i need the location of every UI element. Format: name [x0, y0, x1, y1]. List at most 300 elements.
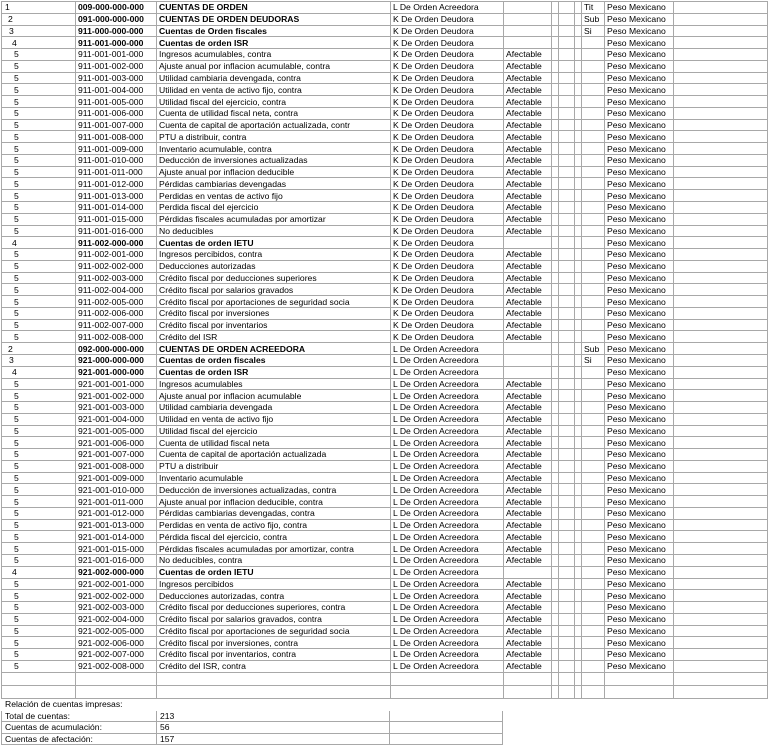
account-type [582, 166, 605, 178]
account-row [2, 25, 768, 37]
account-affectable: Afectable [504, 543, 552, 555]
account-nature: L De Orden Acreedora [391, 354, 504, 366]
account-type [582, 213, 605, 225]
account-type [582, 307, 605, 319]
account-name: No deducibles, contra [157, 554, 391, 566]
account-currency: Peso Mexicano [605, 507, 674, 519]
account-type [582, 366, 605, 378]
account-currency: Peso Mexicano [605, 202, 674, 214]
account-currency: Peso Mexicano [605, 143, 674, 155]
account-level: 5 [2, 602, 76, 614]
account-row [2, 413, 768, 425]
account-name: Deducciones autorizadas, contra [157, 590, 391, 602]
account-type [582, 319, 605, 331]
account-currency: Peso Mexicano [605, 84, 674, 96]
account-affectable [504, 2, 552, 14]
account-code: 911-001-016-000 [76, 225, 157, 237]
account-level: 5 [2, 49, 76, 61]
account-name: Inventario acumulable [157, 472, 391, 484]
account-type [582, 331, 605, 343]
account-row [2, 507, 768, 519]
account-currency: Peso Mexicano [605, 72, 674, 84]
account-nature: L De Orden Acreedora [391, 449, 504, 461]
account-code: 921-001-013-000 [76, 519, 157, 531]
account-name: Crédito fiscal por inversiones, contra [157, 637, 391, 649]
account-affectable: Afectable [504, 402, 552, 414]
account-name: Perdida fiscal del ejercicio [157, 202, 391, 214]
account-level: 5 [2, 437, 76, 449]
account-affectable: Afectable [504, 166, 552, 178]
account-nature: L De Orden Acreedora [391, 566, 504, 578]
account-code: 921-002-002-000 [76, 590, 157, 602]
account-row [2, 154, 768, 166]
account-level: 5 [2, 249, 76, 261]
account-type [582, 107, 605, 119]
account-code: 921-001-014-000 [76, 531, 157, 543]
account-nature: K De Orden Deudora [391, 60, 504, 72]
account-code: 911-000-000-000 [76, 25, 157, 37]
account-level: 5 [2, 166, 76, 178]
account-type [582, 413, 605, 425]
account-currency: Peso Mexicano [605, 166, 674, 178]
account-row [2, 296, 768, 308]
account-nature: L De Orden Acreedora [391, 496, 504, 508]
accounts-table-body [2, 2, 768, 699]
account-currency: Peso Mexicano [605, 484, 674, 496]
account-level: 5 [2, 260, 76, 272]
account-code: 911-001-009-000 [76, 143, 157, 155]
account-currency: Peso Mexicano [605, 590, 674, 602]
account-currency: Peso Mexicano [605, 378, 674, 390]
affectation-accounts-value: 157 [157, 733, 390, 745]
account-level: 5 [2, 413, 76, 425]
account-name: Ingresos percibidos [157, 578, 391, 590]
account-level: 5 [2, 613, 76, 625]
account-type [582, 531, 605, 543]
account-currency: Peso Mexicano [605, 307, 674, 319]
account-row [2, 566, 768, 578]
account-currency: Peso Mexicano [605, 343, 674, 355]
account-affectable: Afectable [504, 307, 552, 319]
account-name: Deducción de inversiones actualizadas, contra [157, 484, 391, 496]
account-nature: L De Orden Acreedora [391, 554, 504, 566]
account-affectable: Afectable [504, 131, 552, 143]
account-currency: Peso Mexicano [605, 225, 674, 237]
account-name: Deducciones autorizadas [157, 260, 391, 272]
account-type [582, 237, 605, 249]
account-code: 911-001-015-000 [76, 213, 157, 225]
account-affectable: Afectable [504, 472, 552, 484]
account-name: Pérdidas fiscales acumuladas por amortizar [157, 213, 391, 225]
account-affectable: Afectable [504, 496, 552, 508]
account-level: 5 [2, 531, 76, 543]
account-name: Crédito fiscal por inversiones [157, 307, 391, 319]
account-nature: K De Orden Deudora [391, 190, 504, 202]
account-nature: L De Orden Acreedora [391, 649, 504, 661]
account-level: 5 [2, 178, 76, 190]
account-code: 921-001-012-000 [76, 507, 157, 519]
account-level: 5 [2, 96, 76, 108]
account-row [2, 37, 768, 49]
account-name: No deducibles [157, 225, 391, 237]
account-level: 5 [2, 225, 76, 237]
account-code: 921-002-006-000 [76, 637, 157, 649]
account-nature: K De Orden Deudora [391, 84, 504, 96]
account-type [582, 660, 605, 672]
account-name: Cuenta de capital de aportación actualizada [157, 449, 391, 461]
account-row [2, 519, 768, 531]
account-type [582, 496, 605, 508]
account-type [582, 390, 605, 402]
account-code: 009-000-000-000 [76, 2, 157, 14]
account-type: Si [582, 25, 605, 37]
account-currency: Peso Mexicano [605, 566, 674, 578]
account-nature: K De Orden Deudora [391, 37, 504, 49]
account-currency: Peso Mexicano [605, 437, 674, 449]
account-row [2, 166, 768, 178]
account-affectable: Afectable [504, 425, 552, 437]
account-name: CUENTAS DE ORDEN [157, 2, 391, 14]
account-code: 921-000-000-000 [76, 354, 157, 366]
account-code: 921-001-016-000 [76, 554, 157, 566]
account-name: Cuentas de orden IETU [157, 566, 391, 578]
account-level: 5 [2, 202, 76, 214]
account-level: 5 [2, 578, 76, 590]
account-type [582, 402, 605, 414]
account-affectable [504, 354, 552, 366]
account-code: 911-001-005-000 [76, 96, 157, 108]
account-level: 5 [2, 484, 76, 496]
account-level: 5 [2, 296, 76, 308]
account-type [582, 37, 605, 49]
account-type [582, 578, 605, 590]
account-nature: K De Orden Deudora [391, 154, 504, 166]
account-name: CUENTAS DE ORDEN DEUDORAS [157, 13, 391, 25]
account-nature: L De Orden Acreedora [391, 578, 504, 590]
account-affectable: Afectable [504, 531, 552, 543]
account-code: 911-002-000-000 [76, 237, 157, 249]
account-currency: Peso Mexicano [605, 13, 674, 25]
account-name: Crédito fiscal por inventarios [157, 319, 391, 331]
account-type [582, 260, 605, 272]
account-name: Ingresos acumulables, contra [157, 49, 391, 61]
account-nature: L De Orden Acreedora [391, 531, 504, 543]
account-type [582, 378, 605, 390]
account-level: 5 [2, 378, 76, 390]
account-row [2, 225, 768, 237]
account-row [2, 578, 768, 590]
account-currency: Peso Mexicano [605, 260, 674, 272]
account-affectable: Afectable [504, 378, 552, 390]
account-row [2, 378, 768, 390]
account-affectable: Afectable [504, 449, 552, 461]
account-name: Crédito del ISR [157, 331, 391, 343]
account-nature: K De Orden Deudora [391, 319, 504, 331]
account-affectable: Afectable [504, 60, 552, 72]
account-row [2, 107, 768, 119]
account-type: Si [582, 354, 605, 366]
account-affectable: Afectable [504, 272, 552, 284]
account-affectable: Afectable [504, 178, 552, 190]
account-type [582, 272, 605, 284]
account-name: Cuenta de utilidad fiscal neta, contra [157, 107, 391, 119]
account-currency: Peso Mexicano [605, 237, 674, 249]
account-currency: Peso Mexicano [605, 543, 674, 555]
account-code: 911-002-005-000 [76, 296, 157, 308]
account-type [582, 472, 605, 484]
account-currency: Peso Mexicano [605, 2, 674, 14]
account-affectable [504, 37, 552, 49]
account-row [2, 249, 768, 261]
account-level: 5 [2, 519, 76, 531]
account-row [2, 637, 768, 649]
account-nature: K De Orden Deudora [391, 25, 504, 37]
account-nature: L De Orden Acreedora [391, 425, 504, 437]
account-currency: Peso Mexicano [605, 531, 674, 543]
account-type [582, 143, 605, 155]
account-row [2, 343, 768, 355]
account-row [2, 84, 768, 96]
account-type: Sub [582, 13, 605, 25]
account-name: Ingresos acumulables [157, 378, 391, 390]
account-row [2, 449, 768, 461]
account-nature: L De Orden Acreedora [391, 413, 504, 425]
account-type [582, 425, 605, 437]
account-currency: Peso Mexicano [605, 496, 674, 508]
account-level: 4 [2, 37, 76, 49]
account-row [2, 460, 768, 472]
account-code: 921-001-008-000 [76, 460, 157, 472]
account-name: Utilidad en venta de activo fijo, contra [157, 84, 391, 96]
account-currency: Peso Mexicano [605, 413, 674, 425]
account-type [582, 613, 605, 625]
account-nature: K De Orden Deudora [391, 49, 504, 61]
account-nature: K De Orden Deudora [391, 119, 504, 131]
account-name: Inventario acumulable, contra [157, 143, 391, 155]
account-nature: K De Orden Deudora [391, 260, 504, 272]
account-affectable: Afectable [504, 213, 552, 225]
account-affectable: Afectable [504, 72, 552, 84]
account-code: 911-002-001-000 [76, 249, 157, 261]
account-nature: L De Orden Acreedora [391, 2, 504, 14]
account-currency: Peso Mexicano [605, 213, 674, 225]
account-affectable: Afectable [504, 460, 552, 472]
account-currency: Peso Mexicano [605, 354, 674, 366]
account-row [2, 213, 768, 225]
account-currency: Peso Mexicano [605, 602, 674, 614]
account-affectable: Afectable [504, 413, 552, 425]
account-affectable: Afectable [504, 260, 552, 272]
account-code: 921-001-004-000 [76, 413, 157, 425]
account-row [2, 96, 768, 108]
account-code: 911-002-003-000 [76, 272, 157, 284]
account-level: 1 [2, 2, 76, 14]
account-row [2, 496, 768, 508]
account-nature: K De Orden Deudora [391, 272, 504, 284]
account-nature: K De Orden Deudora [391, 331, 504, 343]
account-currency: Peso Mexicano [605, 519, 674, 531]
account-nature: K De Orden Deudora [391, 166, 504, 178]
account-name: Cuentas de orden IETU [157, 237, 391, 249]
account-nature: L De Orden Acreedora [391, 590, 504, 602]
account-affectable: Afectable [504, 96, 552, 108]
account-code: 921-001-001-000 [76, 378, 157, 390]
account-affectable: Afectable [504, 143, 552, 155]
account-code: 921-002-004-000 [76, 613, 157, 625]
account-affectable: Afectable [504, 107, 552, 119]
account-code: 911-001-008-000 [76, 131, 157, 143]
account-type [582, 96, 605, 108]
account-code: 911-002-008-000 [76, 331, 157, 343]
account-code: 911-001-004-000 [76, 84, 157, 96]
account-level: 5 [2, 307, 76, 319]
account-level: 5 [2, 60, 76, 72]
account-currency: Peso Mexicano [605, 331, 674, 343]
account-code: 911-001-014-000 [76, 202, 157, 214]
account-code: 911-001-002-000 [76, 60, 157, 72]
account-currency: Peso Mexicano [605, 390, 674, 402]
account-row [2, 284, 768, 296]
account-code: 921-002-007-000 [76, 649, 157, 661]
account-affectable: Afectable [504, 625, 552, 637]
account-nature: L De Orden Acreedora [391, 519, 504, 531]
summary-row [2, 710, 768, 722]
account-code: 911-002-004-000 [76, 284, 157, 296]
account-currency: Peso Mexicano [605, 425, 674, 437]
account-type [582, 507, 605, 519]
account-type [582, 84, 605, 96]
account-name: Ajuste anual por inflacion acumulable, contra [157, 60, 391, 72]
account-affectable [504, 13, 552, 25]
account-currency: Peso Mexicano [605, 402, 674, 414]
account-row [2, 554, 768, 566]
account-name: Utilidad fiscal del ejercicio, contra [157, 96, 391, 108]
account-code: 091-000-000-000 [76, 13, 157, 25]
account-type [582, 249, 605, 261]
account-affectable: Afectable [504, 84, 552, 96]
account-row [2, 543, 768, 555]
account-row [2, 272, 768, 284]
account-affectable: Afectable [504, 49, 552, 61]
account-type [582, 225, 605, 237]
account-name: Utilidad cambiaria devengada [157, 402, 391, 414]
account-code: 921-001-000-000 [76, 366, 157, 378]
account-nature: L De Orden Acreedora [391, 390, 504, 402]
account-nature: K De Orden Deudora [391, 296, 504, 308]
account-level: 5 [2, 390, 76, 402]
account-affectable [504, 237, 552, 249]
account-name: Crédito fiscal por deducciones superiores, contra [157, 602, 391, 614]
account-level: 5 [2, 213, 76, 225]
account-nature: K De Orden Deudora [391, 237, 504, 249]
account-affectable: Afectable [504, 507, 552, 519]
account-code: 921-001-006-000 [76, 437, 157, 449]
account-type [582, 519, 605, 531]
account-name: Crédito fiscal por aportaciones de seguridad socia [157, 296, 391, 308]
account-row [2, 484, 768, 496]
account-type [582, 131, 605, 143]
account-affectable [504, 366, 552, 378]
account-currency: Peso Mexicano [605, 649, 674, 661]
account-currency: Peso Mexicano [605, 272, 674, 284]
account-row [2, 143, 768, 155]
account-nature: K De Orden Deudora [391, 213, 504, 225]
account-code: 911-001-006-000 [76, 107, 157, 119]
account-currency: Peso Mexicano [605, 319, 674, 331]
account-type [582, 154, 605, 166]
account-level: 5 [2, 284, 76, 296]
account-affectable: Afectable [504, 202, 552, 214]
account-nature: L De Orden Acreedora [391, 507, 504, 519]
account-nature: L De Orden Acreedora [391, 660, 504, 672]
account-type [582, 284, 605, 296]
account-code: 911-001-010-000 [76, 154, 157, 166]
account-nature: K De Orden Deudora [391, 307, 504, 319]
summary-row [2, 733, 768, 745]
account-row [2, 72, 768, 84]
account-currency: Peso Mexicano [605, 60, 674, 72]
account-currency: Peso Mexicano [605, 578, 674, 590]
account-row [2, 402, 768, 414]
account-code: 921-002-000-000 [76, 566, 157, 578]
account-row [2, 437, 768, 449]
account-affectable: Afectable [504, 190, 552, 202]
account-currency: Peso Mexicano [605, 554, 674, 566]
account-row [2, 2, 768, 14]
account-name: Crédito fiscal por salarios gravados [157, 284, 391, 296]
account-code: 911-001-012-000 [76, 178, 157, 190]
account-affectable: Afectable [504, 649, 552, 661]
account-code: 911-001-007-000 [76, 119, 157, 131]
account-level: 5 [2, 507, 76, 519]
total-accounts-label: Total de cuentas: [2, 710, 157, 722]
account-affectable: Afectable [504, 602, 552, 614]
account-nature: L De Orden Acreedora [391, 378, 504, 390]
account-row [2, 602, 768, 614]
account-name: PTU a distribuir, contra [157, 131, 391, 143]
account-type [582, 49, 605, 61]
account-nature: K De Orden Deudora [391, 249, 504, 261]
account-nature: K De Orden Deudora [391, 225, 504, 237]
affectation-accounts-label: Cuentas de afectación: [2, 733, 157, 745]
account-level: 5 [2, 131, 76, 143]
account-code: 911-001-001-000 [76, 49, 157, 61]
account-currency: Peso Mexicano [605, 37, 674, 49]
account-affectable: Afectable [504, 154, 552, 166]
account-level: 5 [2, 154, 76, 166]
account-level: 5 [2, 460, 76, 472]
account-name: Pérdidas cambiarias devengadas, contra [157, 507, 391, 519]
account-name: Perdidas en ventas de activo fijo [157, 190, 391, 202]
account-affectable: Afectable [504, 331, 552, 343]
account-type [582, 119, 605, 131]
account-code: 921-001-007-000 [76, 449, 157, 461]
account-row [2, 472, 768, 484]
account-code: 921-001-015-000 [76, 543, 157, 555]
account-affectable: Afectable [504, 578, 552, 590]
accounts-table [1, 1, 768, 699]
account-level: 4 [2, 237, 76, 249]
account-type [582, 649, 605, 661]
account-currency: Peso Mexicano [605, 449, 674, 461]
account-name: Ajuste anual por inflacion acumulable [157, 390, 391, 402]
account-name: Cuentas de orden fiscales [157, 354, 391, 366]
account-level: 5 [2, 72, 76, 84]
account-affectable: Afectable [504, 590, 552, 602]
account-level: 3 [2, 354, 76, 366]
account-affectable: Afectable [504, 319, 552, 331]
account-currency: Peso Mexicano [605, 96, 674, 108]
